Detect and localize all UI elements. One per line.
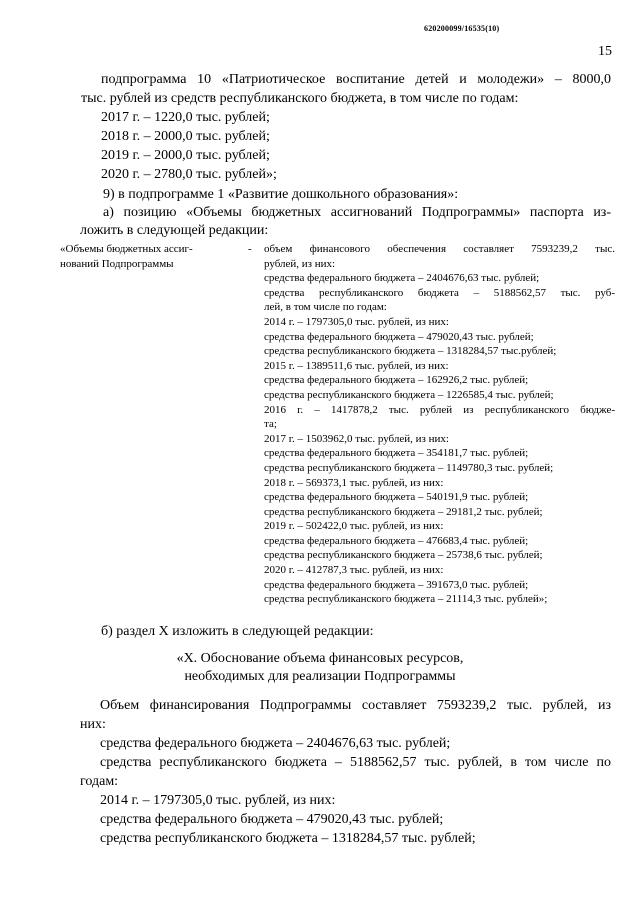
body-paragraph-cont: них: bbox=[80, 717, 106, 732]
passport-line: средства республиканского бюджета – 1149780,3 тыс. рублей; bbox=[264, 461, 554, 474]
heading-line: «X. Обоснование объема финансовых ресурсов, bbox=[176, 651, 464, 666]
passport-line: средства федерального бюджета – 2404676,63 тыс. рублей; bbox=[264, 272, 540, 285]
passport-line: 2017 г. – 1503962,0 тыс. рублей, из них: bbox=[264, 432, 449, 445]
page-number: 15 bbox=[598, 44, 612, 59]
body-paragraph: средства федерального бюджета – 2404676,63 тыс. рублей; bbox=[100, 736, 451, 751]
body-paragraph: средства федерального бюджета – 479020,43 тыс. рублей; bbox=[100, 812, 444, 827]
passport-line: рублей, из них: bbox=[264, 257, 336, 270]
section-9 bbox=[80, 186, 611, 240]
section-x-body bbox=[80, 696, 611, 848]
passport-line: средства федерального бюджета – 391673,0 тыс. рублей; bbox=[264, 578, 529, 591]
section-9-title: 9) в подпрограмме 1 «Развитие дошкольного образования»: bbox=[103, 187, 459, 202]
passport-line: 2020 г. – 412787,3 тыс. рублей, из них: bbox=[264, 564, 444, 577]
passport-line: средства федерального бюджета – 479020,43 тыс. рублей; bbox=[264, 330, 534, 343]
year-line: 2018 г. – 2000,0 тыс. рублей; bbox=[101, 129, 270, 144]
passport-line: средства республиканского бюджета – 1318284,57 тыс.рублей; bbox=[264, 345, 557, 358]
subprogram-10-block bbox=[81, 70, 611, 184]
passport-line: средства федерального бюджета – 540191,9 тыс. рублей; bbox=[264, 491, 529, 504]
subprogram-10-line1: подпрограмма 10 «Патриотическое воспитание детей и молодежи» – 8000,0 bbox=[101, 72, 611, 87]
document-id: 620200099/16535(10) bbox=[424, 24, 500, 33]
passport-line: средства республиканского бюджета – 1226585,4 тыс. рублей; bbox=[264, 388, 554, 401]
body-paragraph: средства республиканского бюджета – 5188562,57 тыс. рублей, в том числе по bbox=[100, 755, 611, 770]
passport-line: 2018 г. – 569373,1 тыс. рублей, из них: bbox=[264, 476, 444, 489]
passport-line: 2019 г. – 502422,0 тыс. рублей, из них: bbox=[264, 520, 444, 533]
passport-line: 2014 г. – 1797305,0 тыс. рублей, из них: bbox=[264, 315, 449, 328]
passport-line: средства федерального бюджета – 476683,4 тыс. рублей; bbox=[264, 534, 529, 547]
section-x-heading bbox=[120, 650, 520, 686]
passport-line: лей, в том числе по годам: bbox=[264, 301, 387, 314]
passport-line: средства республиканского бюджета – 25738,6 тыс. рублей; bbox=[264, 549, 543, 562]
passport-line: средства республиканского бюджета – 21114,3 тыс. рублей»; bbox=[264, 593, 548, 606]
year-line: 2020 г. – 2780,0 тыс. рублей»; bbox=[101, 167, 277, 182]
year-line: 2019 г. – 2000,0 тыс. рублей; bbox=[101, 148, 270, 163]
body-paragraph-cont: годам: bbox=[80, 774, 119, 789]
body-paragraph: средства республиканского бюджета – 1318284,57 тыс. рублей; bbox=[100, 831, 476, 846]
passport-line: 2015 г. – 1389511,6 тыс. рублей, из них: bbox=[264, 359, 449, 372]
passport-label-line: нований Подпрограммы bbox=[60, 257, 174, 270]
body-paragraph: Объем финансирования Подпрограммы составляет 7593239,2 тыс. рублей, из bbox=[100, 698, 611, 713]
passport-label bbox=[60, 242, 240, 271]
passport-line: та; bbox=[264, 418, 277, 431]
passport-dash: - bbox=[248, 243, 252, 255]
passport-label-line: «Объемы бюджетных ассиг- bbox=[60, 243, 193, 255]
item-a-line2: ложить в следующей редакции: bbox=[80, 223, 269, 238]
year-line: 2017 г. – 1220,0 тыс. рублей; bbox=[101, 110, 270, 125]
passport-line: средства республиканского бюджета – 29181,2 тыс. рублей; bbox=[264, 505, 543, 518]
passport-line: объем финансового обеспечения составляет 7593239,2 тыс. bbox=[264, 243, 615, 255]
passport-line: средства федерального бюджета – 354181,7 тыс. рублей; bbox=[264, 447, 529, 460]
passport-line: средства республиканского бюджета – 5188562,57 тыс. руб- bbox=[264, 286, 615, 299]
passport-line: 2016 г. – 1417878,2 тыс. рублей из республиканского бюдже- bbox=[264, 403, 615, 416]
item-a-line1: а) позицию «Объемы бюджетных ассигнований Подпрограммы» паспорта из- bbox=[103, 205, 611, 220]
body-paragraph: 2014 г. – 1797305,0 тыс. рублей, из них: bbox=[100, 793, 336, 808]
passport-line: средства федерального бюджета – 162926,2 тыс. рублей; bbox=[264, 374, 529, 387]
subprogram-10-line2: тыс. рублей из средств республиканского бюджета, в том числе по годам: bbox=[81, 91, 519, 106]
section-b: б) раздел X изложить в следующей редакции: bbox=[101, 624, 374, 639]
passport-values bbox=[264, 242, 615, 607]
heading-line: необходимых для реализации Подпрограммы bbox=[184, 669, 456, 684]
